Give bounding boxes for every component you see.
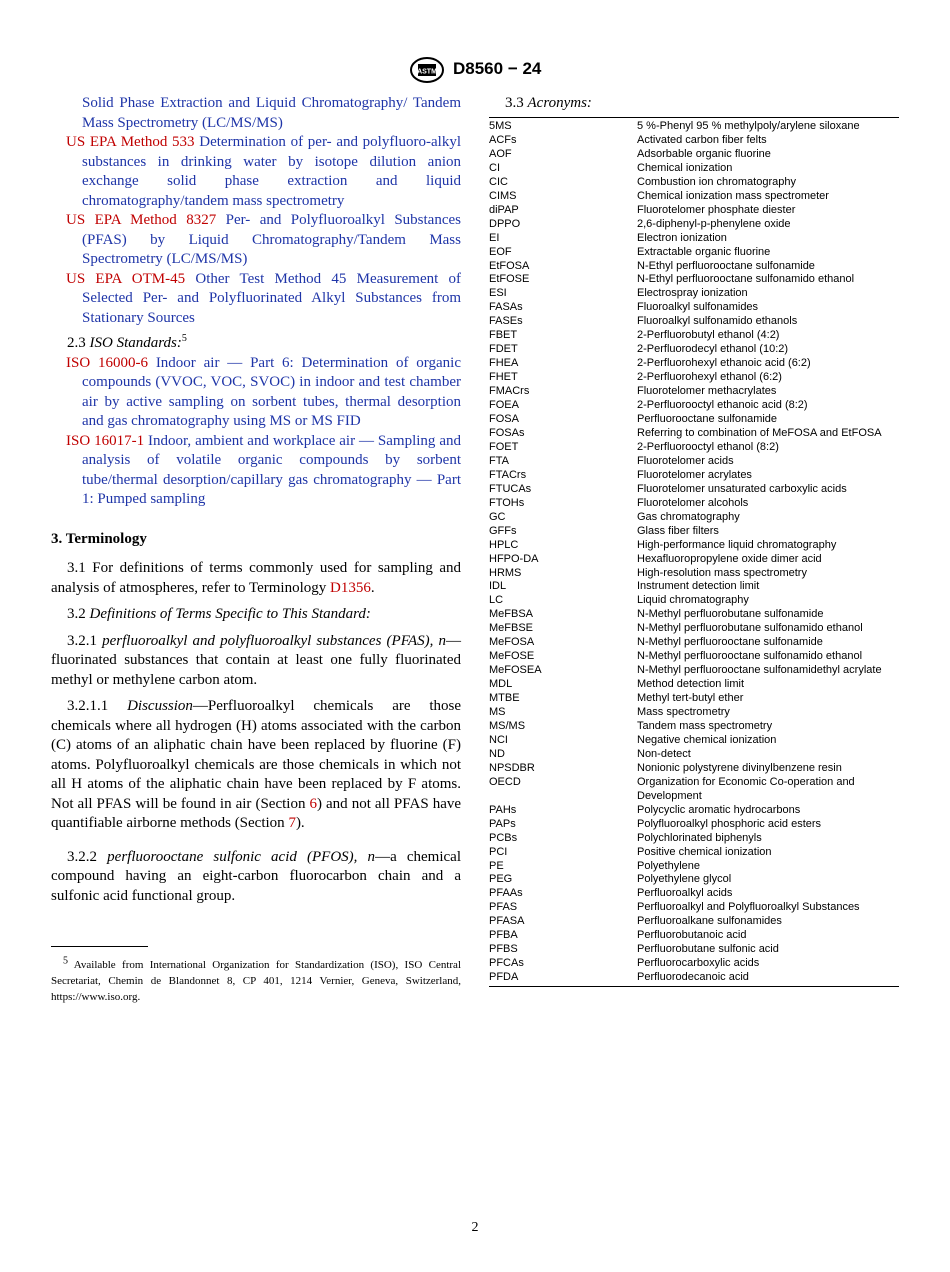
defined-term: perfluorooctane sulfonic acid (PFOS), n [107,848,376,865]
acronym-row [489,943,899,957]
acronym-abbr: PFAS [489,901,518,914]
link-section-7[interactable]: 7 [288,815,296,831]
acronym-row [489,497,899,511]
acronym-abbr: PFASA [489,915,525,928]
acronym-row [489,915,899,929]
acronym-definition: Fluorotelomer unsaturated carboxylic acids [637,482,847,495]
page-number: 2 [471,1220,479,1235]
acronym-definition: Polyethylene [637,859,700,872]
acronym-row [489,427,899,441]
acronyms-table [489,117,899,987]
acronym-definition: Polycyclic aromatic hydrocarbons [637,803,801,816]
acronym-row [489,371,899,385]
acronym-definition: Method detection limit [637,678,744,691]
acronym-abbr: MeFOSA [489,636,535,649]
paragraph-3-2-1-1 [51,697,461,834]
acronym-definition: Tandem mass spectrometry [637,719,773,732]
acronym-abbr: PE [489,859,504,872]
acronym-abbr: CI [489,161,500,174]
acronym-definition: Polyfluoroalkyl phosphoric acid esters [637,817,822,830]
acronym-abbr: EOF [489,245,512,258]
reference-title: Per- and Polyfluoroalkyl Substances (PFAS) by Liquid Chromatography/Tandem Mass Spectrometry (LC/MS/MS) [82,212,461,267]
section-title-terminology: 3. Terminology [51,530,147,547]
acronym-row [489,539,899,553]
acronym-definition: High-performance liquid chromatography [637,538,837,551]
acronym-row [489,232,899,246]
acronym-definition: Organization for Economic Co-operation and Development [637,775,855,802]
paragraph-end: . [370,579,375,596]
acronym-definition: Perfluorooctane sulfonamide [637,413,778,426]
acronym-definition: 2,6-diphenyl-p-phenylene oxide [637,217,791,230]
acronym-definition: Nonionic polystyrene divinylbenzene resin [637,761,842,774]
reference-code[interactable]: US EPA Method 533 [66,134,195,150]
acronym-definition: Electron ionization [637,231,727,244]
footnote-marker: 5 [181,333,187,344]
discussion-label: Discussion [127,698,193,714]
acronym-definition: Perfluoroalkyl and Polyfluoroalkyl Substances [637,901,860,914]
acronym-row [489,218,899,232]
acronym-row [489,413,899,427]
acronym-row [489,580,899,594]
acronym-abbr: FBET [489,329,518,342]
acronym-definition: N-Ethyl perfluorooctane sulfonamido ethanol [637,273,855,286]
logo-text: ASTM [417,68,437,76]
acronym-definition: Fluoroalkyl sulfonamides [637,301,759,314]
acronym-abbr: LC [489,594,504,607]
acronym-abbr: GC [489,510,506,523]
defined-term: perfluoroalkyl and polyfluoroalkyl substances (PFAS), n [102,632,446,649]
acronym-definition: Fluorotelomer alcohols [637,496,749,509]
acronym-abbr: NCI [489,733,508,746]
footnote-text: Available from International Organization for Standardization (ISO), ISO Central Secretariat, Chemin de Blandonnet 8, CP 401, 1214 Vernier, Geneva, Switzerland, https://www.iso.org. [51,959,461,1003]
acronym-abbr: ACFs [489,133,517,146]
reference-title: Indoor air — Part 6: Determination of organic compounds (VVOC, VOC, SVOC) in indoor and test chamber air by active sampling on sorbent tubes, thermal desorption and gas chromatography using MS or MS FID [82,354,462,429]
acronym-abbr: MS/MS [489,719,526,732]
acronym-row [489,273,899,287]
reference-epa-533 [51,133,461,211]
acronym-definition: Perfluorobutane sulfonic acid [637,943,779,956]
acronym-row [489,134,899,148]
acronym-definition: N-Ethyl perfluorooctane sulfonamide [637,259,815,272]
acronym-row [489,720,899,734]
acronym-row [489,706,899,720]
acronym-definition: Fluoroalkyl sulfonamido ethanols [637,315,798,328]
acronym-definition: Polychlorinated biphenyls [637,831,762,844]
acronym-abbr: FTUCAs [489,482,532,495]
acronym-row [489,887,899,901]
acronyms-heading [505,94,899,113]
heading-number: 3.3 [505,95,524,111]
acronym-row [489,315,899,329]
acronym-definition: Referring to combination of MeFOSA and EtFOSA [637,426,882,439]
reference-iso-16000-6 [51,354,461,432]
acronym-abbr: FTA [489,454,509,467]
acronym-row [489,846,899,860]
paragraph-number: 3.1 [67,560,86,576]
acronym-abbr: PAHs [489,803,517,816]
acronym-abbr: FTACrs [489,468,527,481]
link-section-6[interactable]: 6 [309,795,317,812]
iso-standards-heading [67,334,461,354]
acronym-definition: 2-Perfluorooctyl ethanol (8:2) [637,440,779,453]
acronym-abbr: 5MS [489,120,512,132]
reference-code[interactable]: US EPA Method 8327 [66,212,217,228]
acronym-row [489,832,899,846]
acronym-definition: Chemical ionization [637,161,733,174]
acronym-row [489,818,899,832]
reference-iso-16017-1 [51,432,461,510]
acronym-row [489,901,899,915]
acronym-row [489,608,899,622]
reference-title: Other Test Method 45 Measurement of Selected Per- and Polyfluorinated Alkyl Substances from Stationary Sources [82,270,462,326]
acronym-definition: 2-Perfluorohexyl ethanoic acid (6:2) [637,357,811,370]
acronym-row [489,357,899,371]
footnote-divider [51,946,148,947]
acronym-definition: Extractable organic fluorine [637,245,771,258]
reference-lcmsms [51,94,461,133]
acronym-row [489,469,899,483]
acronym-abbr: AOF [489,147,512,160]
acronym-abbr: ND [489,747,505,760]
acronym-abbr: MDL [489,678,513,691]
acronym-abbr: PCBs [489,831,518,844]
acronym-row [489,622,899,636]
acronym-row [489,483,899,497]
acronym-abbr: PCI [489,845,508,858]
acronym-abbr: IDL [489,580,507,593]
acronym-abbr: FOET [489,440,519,453]
acronym-abbr: MeFOSE [489,650,535,663]
paragraph-number: 3.2.1 [67,632,97,649]
acronym-abbr: FTOHs [489,496,525,509]
paragraph-text: ) and not all PFAS have quantifiable airborne methods (Section [51,795,462,831]
acronym-row [489,120,899,134]
heading-number: 2.3 [67,335,86,351]
document-id: D8560 − 24 [453,59,542,78]
acronym-abbr: CIC [489,175,508,188]
acronym-definition: N-Methyl perfluorobutane sulfonamide [637,608,824,621]
reference-epa-8327 [51,211,461,270]
page-header [0,57,950,83]
acronym-definition: Fluorotelomer methacrylates [637,385,777,398]
heading-label: ISO Standards: [89,335,182,351]
acronym-definition: 2-Perfluorobutyl ethanol (4:2) [637,329,780,342]
acronym-definition: Combustion ion chromatography [637,175,796,188]
acronym-row [489,873,899,887]
acronym-definition: Perfluorobutanoic acid [637,929,747,942]
acronym-abbr: PFDA [489,971,519,984]
acronym-definition: Mass spectrometry [637,706,730,719]
acronym-row [489,594,899,608]
link-d1356[interactable]: D1356 [330,579,371,596]
acronym-definition: Perfluoroalkane sulfonamides [637,915,782,928]
acronym-definition: Glass fiber filters [637,524,719,537]
acronym-row [489,567,899,581]
acronym-definition: Instrument detection limit [637,580,760,593]
acronym-row [489,692,899,706]
acronym-row [489,971,899,985]
paragraph-number: 3.2.1.1 [67,698,109,714]
acronym-abbr: EI [489,231,500,244]
acronym-row [489,776,899,804]
acronym-row [489,748,899,762]
acronym-abbr: OECD [489,775,521,788]
acronym-row [489,329,899,343]
acronym-definition: Electrospray ionization [637,287,748,300]
paragraph-number: 3.2.2 [67,848,97,865]
acronym-row [489,455,899,469]
acronym-definition: High-resolution mass spectrometry [637,566,807,579]
acronym-row [489,385,899,399]
paragraph-text: —Perfluoroalkyl chemicals are those chemicals where all hydrogen (H) atoms associated with the carbon (C) atoms of an aliphatic chain have been replaced by fluorine (F) atoms. Polyfluoroalkyl chemicals are those chemicals in which not all H atoms of the aliphatic chain have been replaced by F atoms. Not all PFAS will be found in air (Section [51,698,461,812]
acronym-abbr: PEG [489,873,513,886]
reference-title: Solid Phase Extraction and Liquid Chromatography/ Tandem Mass Spectrometry (LC/MS/MS) [82,95,461,131]
acronym-row [489,190,899,204]
paragraph-3-2 [51,605,461,625]
acronym-abbr: diPAP [489,203,519,216]
acronym-definition: Non-detect [637,747,691,760]
acronym-definition: Fluorotelomer acrylates [637,468,752,481]
acronym-definition: Chemical ionization mass spectrometer [637,189,829,202]
acronym-row [489,287,899,301]
acronym-row [489,260,899,274]
acronym-abbr: EtFOSA [489,259,530,272]
acronym-abbr: FOSA [489,413,519,426]
paragraph-number: 3.2 [67,606,86,622]
acronym-abbr: DPPO [489,217,521,230]
acronym-row [489,650,899,664]
heading-label: Acronyms: [527,95,592,111]
acronym-row [489,162,899,176]
reference-code[interactable]: ISO 16017-1 [66,432,145,449]
acronym-row [489,441,899,455]
acronym-definition: 5 %-Phenyl 95 % methylpoly/arylene siloxane [637,120,860,132]
acronym-abbr: MTBE [489,692,520,705]
acronym-definition: Polyethylene glycol [637,873,732,886]
acronym-row [489,762,899,776]
acronym-row [489,553,899,567]
acronym-definition: N-Methyl perfluorooctane sulfonamidethyl acrylate [637,664,882,677]
acronym-row [489,929,899,943]
acronym-row [489,204,899,218]
reference-title: Determination of per- and polyfluoro-alkyl substances in drinking water by isotope dilution anion exchange solid phase extraction and liquid chromatography/tandem mass spectrometry [82,134,461,209]
acronym-definition: Positive chemical ionization [637,845,772,858]
acronym-definition: Perfluorodecanoic acid [637,971,749,984]
acronym-row [489,148,899,162]
acronym-row [489,678,899,692]
paragraph-text: —a chemical compound having an eight-carbon fluorocarbon chain and a sulfonic acid functional group. [51,848,461,904]
acronym-abbr: PFCAs [489,957,524,970]
acronym-abbr: HRMS [489,566,522,579]
acronym-row [489,804,899,818]
acronym-definition: Perfluoroalkyl acids [637,887,733,900]
reference-epa-otm45 [51,270,461,329]
acronym-abbr: FHET [489,371,518,384]
acronym-abbr: GFFs [489,524,517,537]
acronym-abbr: MeFOSEA [489,664,542,677]
acronym-abbr: FDET [489,343,518,356]
footnote-number: 5 [63,955,68,967]
acronym-definition: Perfluorocarboxylic acids [637,957,760,970]
acronym-abbr: FASAs [489,301,523,314]
paragraph-3-1 [51,559,461,598]
reference-code[interactable]: US EPA OTM-45 [66,270,186,287]
acronym-abbr: MeFBSE [489,622,534,635]
acronym-definition: N-Methyl perfluorooctane sulfonamido ethanol [637,650,863,663]
acronym-row [489,525,899,539]
reference-code[interactable]: ISO 16000-6 [66,354,148,371]
footnote [51,957,461,1005]
acronym-definition: N-Methyl perfluorooctane sulfonamide [637,636,823,649]
acronym-row [489,511,899,525]
paragraph-text: For definitions of terms commonly used for sampling and analysis of atmospheres, refer to Terminology [51,560,461,596]
paragraph-3-2-1 [51,632,461,691]
acronym-row [489,399,899,413]
paragraph-text: Definitions of Terms Specific to This Standard: [89,606,371,622]
acronym-definition: 2-Perfluorohexyl ethanol (6:2) [637,371,782,384]
acronym-abbr: FOSAs [489,426,525,439]
acronym-row [489,301,899,315]
acronym-abbr: EtFOSE [489,273,530,286]
acronym-row [489,734,899,748]
acronym-abbr: FOEA [489,399,519,412]
acronym-definition: N-Methyl perfluorobutane sulfonamido ethanol [637,622,863,635]
acronym-row [489,246,899,260]
left-column [51,94,461,913]
paragraph-text: ). [295,815,305,831]
acronym-row [489,860,899,874]
acronym-abbr: MS [489,706,506,719]
paragraph-text: —fluorinated substances that contain at least one fully fluorinated methyl or methylene carbon atom. [51,632,461,688]
acronym-abbr: PAPs [489,817,516,830]
acronym-row [489,957,899,971]
astm-logo-icon [409,57,445,83]
acronym-abbr: FMACrs [489,385,530,398]
acronym-definition: Fluorotelomer phosphate diester [637,203,796,216]
acronym-abbr: PFBA [489,929,518,942]
acronym-definition: Gas chromatography [637,510,740,523]
acronym-row [489,664,899,678]
right-column [489,94,899,987]
acronym-abbr: NPSDBR [489,761,535,774]
acronym-definition: Adsorbable organic fluorine [637,147,771,160]
acronym-definition: Activated carbon fiber felts [637,133,767,146]
acronym-abbr: PFAAs [489,887,523,900]
acronym-abbr: CIMS [489,189,517,202]
acronym-definition: 2-Perfluorodecyl ethanol (10:2) [637,343,789,356]
acronym-abbr: PFBS [489,943,518,956]
acronym-abbr: FASEs [489,315,523,328]
acronym-definition: Hexafluoropropylene oxide dimer acid [637,552,822,565]
acronym-row [489,343,899,357]
acronym-abbr: MeFBSA [489,608,534,621]
acronym-definition: Fluorotelomer acids [637,454,734,467]
acronym-definition: Negative chemical ionization [637,733,777,746]
acronym-row [489,176,899,190]
acronym-definition: Liquid chromatography [637,594,749,607]
acronym-definition: Methyl tert-butyl ether [637,692,744,705]
acronym-abbr: HFPO-DA [489,552,539,565]
acronym-abbr: FHEA [489,357,519,370]
paragraph-3-2-2 [51,848,461,907]
acronym-abbr: HPLC [489,538,519,551]
acronym-abbr: ESI [489,287,507,300]
acronym-definition: 2-Perfluorooctyl ethanoic acid (8:2) [637,399,808,412]
acronym-row [489,636,899,650]
reference-title: Indoor, ambient and workplace air — Sampling and analysis of volatile organic compounds by sorbent tube/thermal desorption/capillary gas chromatography — Part 1: Pumped sampling [82,432,461,507]
